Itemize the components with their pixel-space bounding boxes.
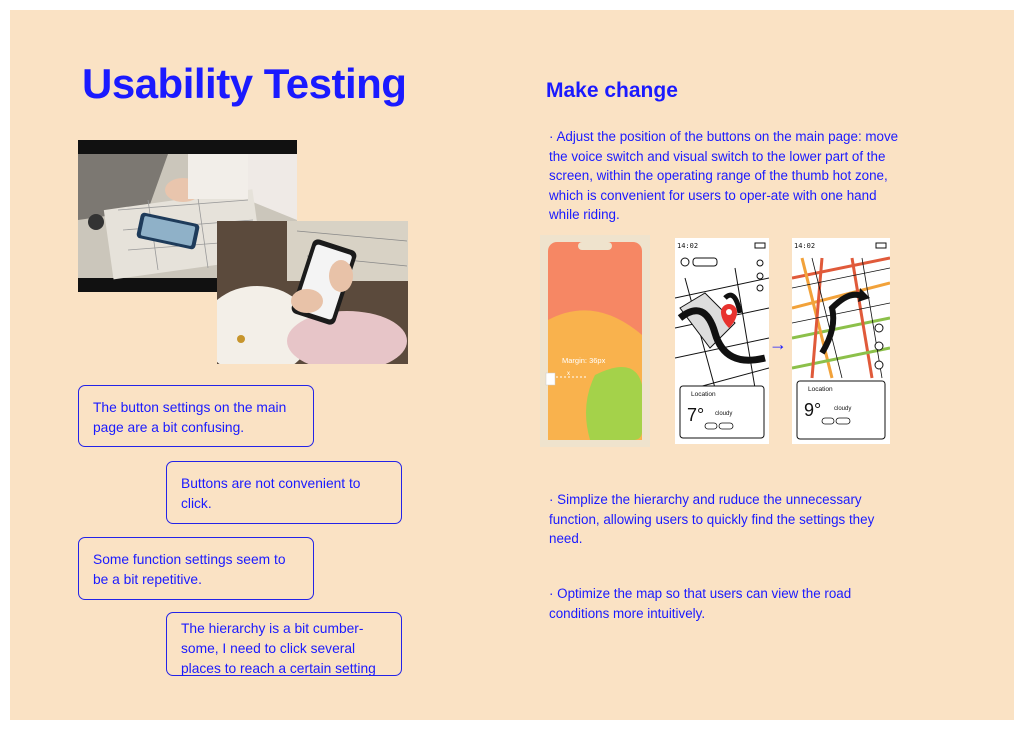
margin-label: Margin: 36px (562, 356, 606, 365)
sketch-temp-2: 9° (804, 400, 822, 420)
make-change-title: Make change (546, 79, 678, 102)
margin-marker: x (567, 371, 570, 377)
sketch-time-1: 14:02 (677, 242, 699, 250)
sketch-weather-2: cloudy (834, 406, 852, 412)
sketch-weather-1: cloudy (715, 411, 733, 417)
feedback-bubble-3: Some function settings seem to be a bit repetitive. (78, 537, 314, 600)
change-item-1: · Adjust the position of the buttons on the main page: move the voice switch and visual switch to the lower part of the screen, within the operating range of the thumb hot zone, which is convenient for users to oper-ate with one hand while riding. (549, 129, 899, 222)
sketch-before (675, 238, 769, 444)
sketch-temp-1: 7° (687, 405, 705, 425)
before-after-arrow: → (769, 334, 787, 354)
feedback-bubble-2: Buttons are not convenient to click. (166, 461, 402, 524)
sketch-location-2: Location (808, 386, 833, 393)
sketch-after (792, 238, 890, 444)
change-item-2: · Simplize the hierarchy and ruduce the unnecessary function, allowing users to quickly find the settings they need. (549, 492, 875, 546)
change-item-3: · Optimize the map so that users can view the road conditions more intuitively. (549, 586, 852, 621)
thumb-zone-mockup (540, 235, 650, 447)
page-title: Usability Testing (82, 60, 407, 107)
testing-photo-hands (217, 221, 408, 364)
sketch-time-2: 14:02 (794, 242, 816, 250)
feedback-bubble-1: The button settings on the main page are a bit confusing. (78, 385, 314, 447)
feedback-bubble-4: The hierarchy is a bit cumber-some, I need to click several places to reach a certain setting (166, 612, 402, 676)
sketch-location-1: Location (691, 391, 716, 398)
